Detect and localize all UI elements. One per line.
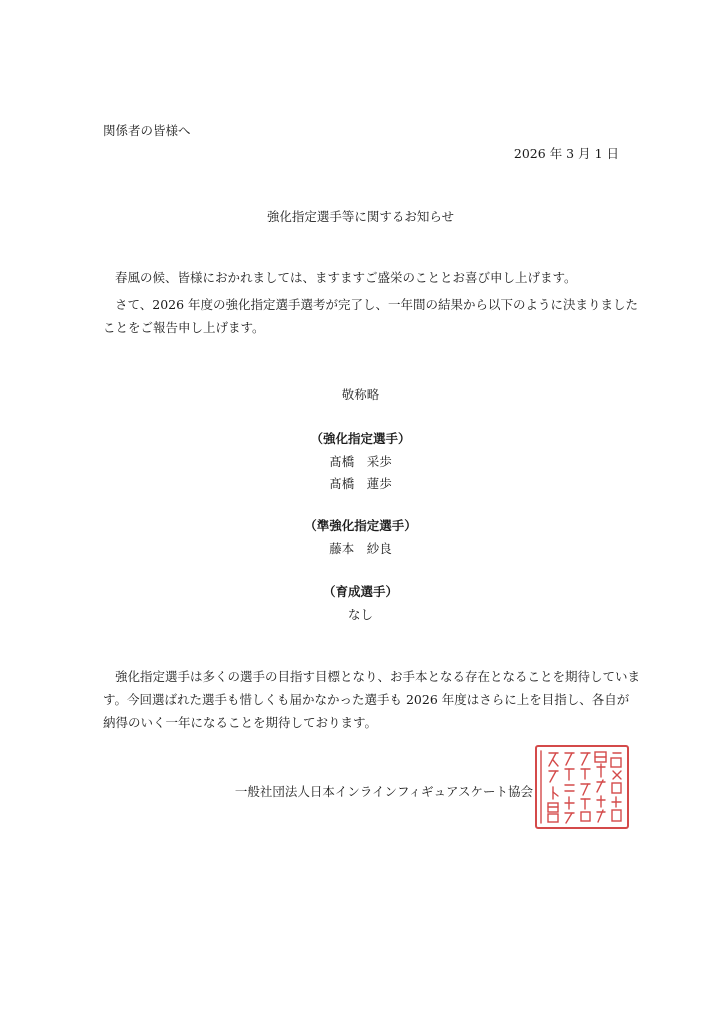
- section-heading-semi-designated: （準強化指定選手）: [304, 518, 417, 533]
- closing-line-2: す。今回選ばれた選手も惜しくも届かなかった選手も 2026 年度はさらに上を目指し、各自が: [103, 692, 630, 707]
- organization-seal: [535, 745, 629, 829]
- development-athlete-none: なし: [347, 607, 373, 622]
- seal-stamp-icon: [537, 747, 627, 827]
- intro-paragraph: [103, 269, 639, 346]
- honorific-note: 敬称略: [341, 387, 380, 402]
- designated-athlete-2: 髙橋 蓮歩: [329, 476, 392, 491]
- document-date: 2026 年 3 月 1 日: [513, 146, 619, 161]
- designated-athlete-1: 髙橋 采歩: [329, 454, 392, 469]
- intro-line-2: さて、2026 年度の強化指定選手選考が完了し、一年間の結果から以下のように決まりました: [115, 297, 639, 312]
- section-heading-development: （育成選手）: [322, 584, 398, 599]
- addressee: 関係者の皆様へ: [103, 123, 191, 138]
- closing-paragraph: [103, 668, 641, 737]
- closing-line-1: 強化指定選手は多くの選手の目指す目標となり、お手本となる存在となることを期待していま: [115, 669, 641, 684]
- intro-line-1: 春風の候、皆様におかれましては、ますますご盛栄のこととお喜び申し上げます。: [115, 270, 577, 285]
- semi-designated-athlete-1: 藤本 紗良: [329, 541, 392, 556]
- document-title: 強化指定選手等に関するお知らせ: [266, 209, 455, 224]
- closing-line-3: 納得のいく一年になることを期待しております。: [103, 715, 378, 730]
- organization-name: 一般社団法人日本インラインフィギュアスケート協会: [234, 784, 533, 799]
- section-heading-designated: （強化指定選手）: [310, 431, 411, 446]
- intro-line-3: ことをご報告申し上げます。: [103, 320, 265, 335]
